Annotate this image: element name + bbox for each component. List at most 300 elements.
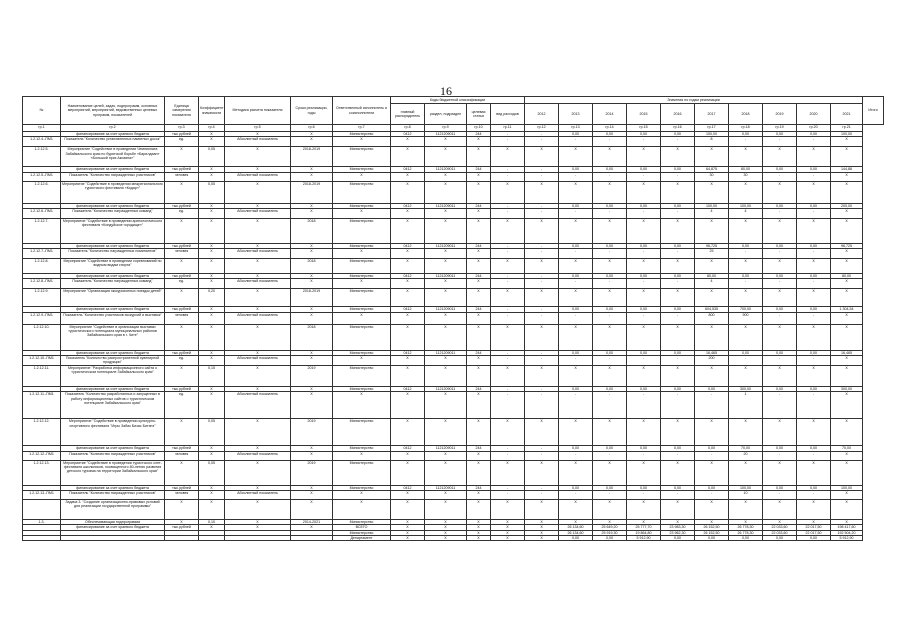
table-cell: 0,20 [199,289,225,307]
header-values-group: Значения по годам реализации [525,97,863,104]
table-cell: 0412 [391,446,425,451]
table-cell: Х [425,147,467,167]
table-cell: Абсолютный показатель [225,208,291,218]
table-cell: 0,00 [763,167,797,172]
table-cell: Министерство [333,530,391,535]
table-cell: Х [199,172,225,181]
table-cell: Министерство [333,446,391,451]
table-cell: Показатель "Количество награжденных участников" [61,490,165,499]
table-cell: финансирование за счет краевого бюджета [61,167,165,172]
table-cell: 100,00 [729,203,763,208]
column-number: гр.1 [23,125,61,132]
table-cell: 100,00 [695,132,729,137]
table-cell: Х [291,490,333,499]
table-cell: Х [525,181,559,203]
table-cell: Х [831,218,863,243]
table-cell: 16,465 [831,350,863,355]
table-cell: Департамент [333,535,391,540]
table-cell: - [559,249,593,259]
table-cell: - [763,208,797,218]
table-cell: человек [165,451,199,460]
table-cell: - [491,350,525,355]
table-cell: - [491,356,525,366]
table-cell: - [525,243,559,248]
table-cell: Х [225,243,291,248]
table-cell: Х [467,525,491,530]
table-cell: - [593,490,627,499]
table-cell: Х [225,525,291,530]
table-cell: Х [199,499,225,519]
table-cell: Х [291,312,333,324]
table-cell: 300,00 [831,387,863,392]
table-cell: Абсолютный показатель [225,172,291,181]
table-cell: Х [729,147,763,167]
table-cell: Х [333,279,391,289]
table-cell: Х [165,366,199,387]
table-cell: 26 134,60 [559,530,593,535]
table-cell: Показатель "Количество установленных памятных досок" [61,137,165,147]
table-cell: Х [199,167,225,172]
table-cell: 23 983,30 [661,525,695,530]
table-cell: 0,00 [695,387,729,392]
program-table [22,96,884,541]
table-cell: - [763,172,797,181]
table-cell: 0,00 [763,274,797,279]
table-cell: Х [199,218,225,243]
table-cell: Х [831,499,863,519]
column-number: гр.4 [199,125,225,132]
table-cell: Х [467,419,491,446]
table-cell: 0,00 [593,307,627,312]
table-cell: Х [225,519,291,524]
table-cell: - [559,356,593,366]
table-cell: Х [593,181,627,203]
table-cell: Мероприятие "Содействие в проведении туристского слет-фестиваля школьников, посвященного 80-летию развития детского туризма на территории Забайкальского края" [61,460,165,485]
table-cell: Мероприятие "Разработка информационного сайта о туристическом потенциале Забайкальского края" [61,366,165,387]
column-number: гр.3 [165,125,199,132]
table-cell: Х [729,460,763,485]
header-unit: Единица измерения показателя [165,97,199,125]
table-cell: Х [225,460,291,485]
table-cell: Х [797,499,831,519]
table-cell: 0,00 [627,132,661,137]
table-cell: 22 033,60 [763,530,797,535]
table-cell: Х [291,167,333,172]
table-cell: Х [695,519,729,524]
table-cell: 0,00 [559,535,593,540]
table-cell: Х [797,460,831,485]
table-cell: 0,00 [627,446,661,451]
table-cell: 2019 [291,419,333,446]
table-cell: Х [425,419,467,446]
table-cell: - [797,392,831,419]
table-cell: 0,00 [797,350,831,355]
table-cell: 0,00 [797,167,831,172]
table-cell: 1 304,54 [831,307,863,312]
table-row [23,324,884,350]
table-cell: Х [225,499,291,519]
table-cell: Министерство [333,147,391,167]
table-cell: 20 [729,451,763,460]
table-header [23,97,884,132]
table-cell: - [491,387,525,392]
column-numbering-row [23,125,884,132]
table-cell: ед. [165,208,199,218]
table-cell: Х [291,279,333,289]
table-cell: 200,00 [831,203,863,208]
table-cell: Министерство [333,274,391,279]
table-row [23,312,884,324]
table-cell: 1.2.12.9.-ПМ1 [23,312,61,324]
table-cell: - [763,451,797,460]
table-row [23,172,884,181]
table-row [23,137,884,147]
table-cell: 1.2.12.11. [23,366,61,387]
table-cell: 0,00 [763,446,797,451]
table-cell: - [525,132,559,137]
table-cell: Х [467,172,491,181]
table-cell: - [797,172,831,181]
table-cell: Х [199,392,225,419]
table-cell: Х [831,519,863,524]
table-cell: Х [525,147,559,167]
table-cell: Х [425,218,467,243]
header-method: Методика расчета показателя [225,97,291,125]
table-cell: Х [525,525,559,530]
table-cell: Х [593,218,627,243]
table-cell: 5 912,90 [831,535,863,540]
table-cell: Х [525,289,559,307]
table-cell: Х [425,392,467,419]
table-cell: - [559,172,593,181]
table-cell: 0,00 [763,535,797,540]
table-cell: 0412 [391,485,425,490]
table-cell: - [593,172,627,181]
table-cell: Х [559,324,593,350]
table-cell: 0,00 [661,535,695,540]
table-cell: 2018 [291,218,333,243]
table-cell: Х [491,181,525,203]
table-cell: 0,00 [593,132,627,137]
table-cell: 1.2.12.8.-ПМ1 [23,279,61,289]
table-cell: Х [695,147,729,167]
table-cell: Х [797,181,831,203]
table-cell: Х [225,274,291,279]
table-cell: Х [491,530,525,535]
table-cell: Х [491,324,525,350]
table-cell: - [797,249,831,259]
table-cell: Х [797,147,831,167]
column-number: гр.16 [661,125,695,132]
table-cell: Х [729,499,763,519]
table-cell: Х [661,499,695,519]
table-cell: - [525,350,559,355]
table-cell: Х [199,132,225,137]
table-cell: Х [525,324,559,350]
table-cell: Х [467,218,491,243]
table-cell: Х [831,490,863,499]
table-cell: - [525,137,559,147]
table-cell: Х [467,279,491,289]
table-cell: - [627,490,661,499]
table-cell: 25 777,70 [627,525,661,530]
table-cell: 1 [729,392,763,419]
column-number: гр.20 [797,125,831,132]
column-number: гр.6 [291,125,333,132]
table-cell: 1.2.12.7. [23,218,61,243]
table-cell: финансирование за счет краевого бюджета [61,243,165,248]
table-cell [61,535,165,540]
table-cell: Х [763,519,797,524]
table-cell: Х [391,181,425,203]
table-cell: Министерство [333,181,391,203]
table-cell: Х [525,519,559,524]
table-cell: 0,00 [797,274,831,279]
table-cell: Х [661,519,695,524]
table-cell: - [491,312,525,324]
table-cell: 0,00 [593,350,627,355]
table-cell: Мероприятие "Содействие в проведении культурно-спортивного фестиваля "Игры Забик Бизас Битэнэ" [61,419,165,446]
table-cell: 0,00 [627,274,661,279]
table-cell: Х [333,499,391,519]
table-cell: 26 134,60 [559,525,593,530]
table-cell: 30 [695,172,729,181]
table-cell: тыс.рублей [165,387,199,392]
table-cell: 244 [467,203,491,208]
table-cell: тыс.рублей [165,243,199,248]
table-cell: - [491,307,525,312]
table-cell: Х [333,356,391,366]
table-cell: 4 [695,279,729,289]
table-cell: 0,00 [729,132,763,137]
table-cell: Х [199,208,225,218]
table-cell: Министерство [333,243,391,248]
table-cell: - [559,451,593,460]
table-cell: - [491,243,525,248]
table-cell: Х [763,419,797,446]
table-cell: Х [467,147,491,167]
table-cell: Х [291,392,333,419]
table-cell: Х [491,419,525,446]
table-cell: Абсолютный показатель [225,356,291,366]
table-cell: Х [797,366,831,387]
table-cell: 70,00 [831,446,863,451]
table-cell: 0,00 [559,274,593,279]
column-number: гр.11 [491,125,525,132]
table-cell: - [491,132,525,137]
table-cell: 2014-2021 [291,519,333,524]
table-cell: - [797,279,831,289]
table-cell: тыс.рублей [165,203,199,208]
table-cell: финансирование за счет краевого бюджета [61,525,165,530]
table-cell: 800 [695,312,729,324]
table-cell: 70,00 [729,446,763,451]
table-cell: Х [425,366,467,387]
table-row [23,419,884,446]
table-cell: Х [525,419,559,446]
table-cell: 26 778,30 [729,530,763,535]
table-cell: Министерство [333,307,391,312]
table-cell: Х [467,208,491,218]
table-cell: 0,05 [199,419,225,446]
table-cell: Х [831,392,863,419]
table-row [23,218,884,243]
table-cell: 0,00 [559,446,593,451]
table-cell: Х [291,243,333,248]
table-cell: Х [391,249,425,259]
table-cell: - [661,279,695,289]
table-cell: 22 017,50 [797,525,831,530]
table-cell: ед. [165,137,199,147]
table-cell: ед. [165,392,199,419]
table-cell: Х [467,356,491,366]
table-cell: Х [165,460,199,485]
table-cell: 0,00 [797,387,831,392]
table-cell: Министерство [333,460,391,485]
table-cell: Х [491,366,525,387]
table-row [23,535,884,540]
table-cell: Х [391,490,425,499]
table-cell: 0,00 [593,485,627,490]
table-cell: 10 [729,490,763,499]
table-cell: Х [559,259,593,274]
table-cell: Х [627,218,661,243]
table-cell: Х [763,218,797,243]
table-cell: Х [225,147,291,167]
table-cell: Х [391,289,425,307]
table-cell: 0,00 [797,243,831,248]
table-cell: Х [627,460,661,485]
header-year: 2013 [559,104,593,125]
table-cell: Х [391,366,425,387]
table-cell: Х [467,289,491,307]
table-cell: Х [165,181,199,203]
table-cell: Х [199,324,225,350]
table-cell: Х [225,446,291,451]
table-cell: 1.2.12.10. [23,324,61,350]
table-cell: - [695,451,729,460]
table-cell: Х [467,181,491,203]
table-cell: - [491,137,525,147]
table-cell: Х [763,324,797,350]
table-cell: 0,00 [797,307,831,312]
table-cell: 0,00 [661,132,695,137]
table-cell: - [627,172,661,181]
table-cell: - [525,274,559,279]
table-cell: Министерство [333,485,391,490]
table-cell: - [525,312,559,324]
table-cell: Х [333,172,391,181]
table-cell: Х [797,324,831,350]
table-cell: Х [425,249,467,259]
table-cell: 0,00 [797,485,831,490]
table-cell: Х [491,499,525,519]
table-cell: Х [491,519,525,524]
table-cell: 0,00 [559,485,593,490]
table-cell: - [593,392,627,419]
table-cell: Х [291,485,333,490]
table-cell: финансирование за счет краевого бюджета [61,307,165,312]
table-cell: - [797,451,831,460]
table-cell: 25 649,20 [593,525,627,530]
header-year: 2020 [797,104,831,125]
table-cell: Х [525,535,559,540]
table-cell: Х [467,519,491,524]
table-cell: Х [661,366,695,387]
table-cell: Министерство [333,366,391,387]
table-cell: Х [593,366,627,387]
table-cell: Х [291,446,333,451]
table-cell: Министерство [333,259,391,274]
table-cell: Х [199,259,225,274]
table-cell: Х [831,289,863,307]
table-cell: Х [695,259,729,274]
table-cell: 200 [695,356,729,366]
table-cell: 1.2.12.5.-ПМ1 [23,172,61,181]
table-cell: 0,00 [797,535,831,540]
table-cell: Х [729,519,763,524]
table-cell: Х [695,366,729,387]
table-cell: - [729,137,763,147]
table-cell: Х [491,147,525,167]
table-cell: 700,00 [729,307,763,312]
table-cell: Х [491,289,525,307]
table-cell: Х [559,147,593,167]
column-number: гр.21 [831,125,863,132]
table-cell: 1121209011 [425,485,467,490]
table-cell: Х [199,137,225,147]
table-cell: 1121209011 [425,243,467,248]
table-cell: Мероприятие "Содействие в проведении межрегионального туристского фестиваля «Кодар»" [61,181,165,203]
table-cell: Х [627,259,661,274]
table-cell: - [797,490,831,499]
table-cell: 0,00 [763,132,797,137]
table-cell: 0,00 [627,167,661,172]
column-number: гр.15 [627,125,661,132]
table-cell: 0,00 [661,243,695,248]
table-cell: 0,00 [661,307,695,312]
table-cell: Х [525,499,559,519]
table-cell: Х [165,147,199,167]
table-cell: Х [199,525,225,530]
page-number: 16 [440,84,452,98]
table-cell: Х [391,451,425,460]
table-cell: Х [291,137,333,147]
table-cell: Х [391,392,425,419]
table-cell: Х [165,218,199,243]
table-cell: Х [225,203,291,208]
table-cell: 0,00 [797,203,831,208]
table-cell: Х [225,167,291,172]
table-cell: Х [333,392,391,419]
table-cell: Х [199,446,225,451]
table-cell: Х [291,387,333,392]
table-cell: Х [291,208,333,218]
table-cell: - [491,249,525,259]
header-period: Сроки реализации, годы [291,97,333,125]
table-cell: Министерство [333,289,391,307]
table-cell: Показатель "Количество участников экскурсий и выставок" [61,312,165,324]
table-cell: 0412 [391,167,425,172]
table-cell: 64,875 [695,167,729,172]
table-cell: Х [165,289,199,307]
table-cell: Х [729,259,763,274]
table-cell: - [559,208,593,218]
table-cell: Х [291,249,333,259]
table-cell: Х [831,324,863,350]
table-cell: 604,535 [695,307,729,312]
table-cell: Х [425,137,467,147]
